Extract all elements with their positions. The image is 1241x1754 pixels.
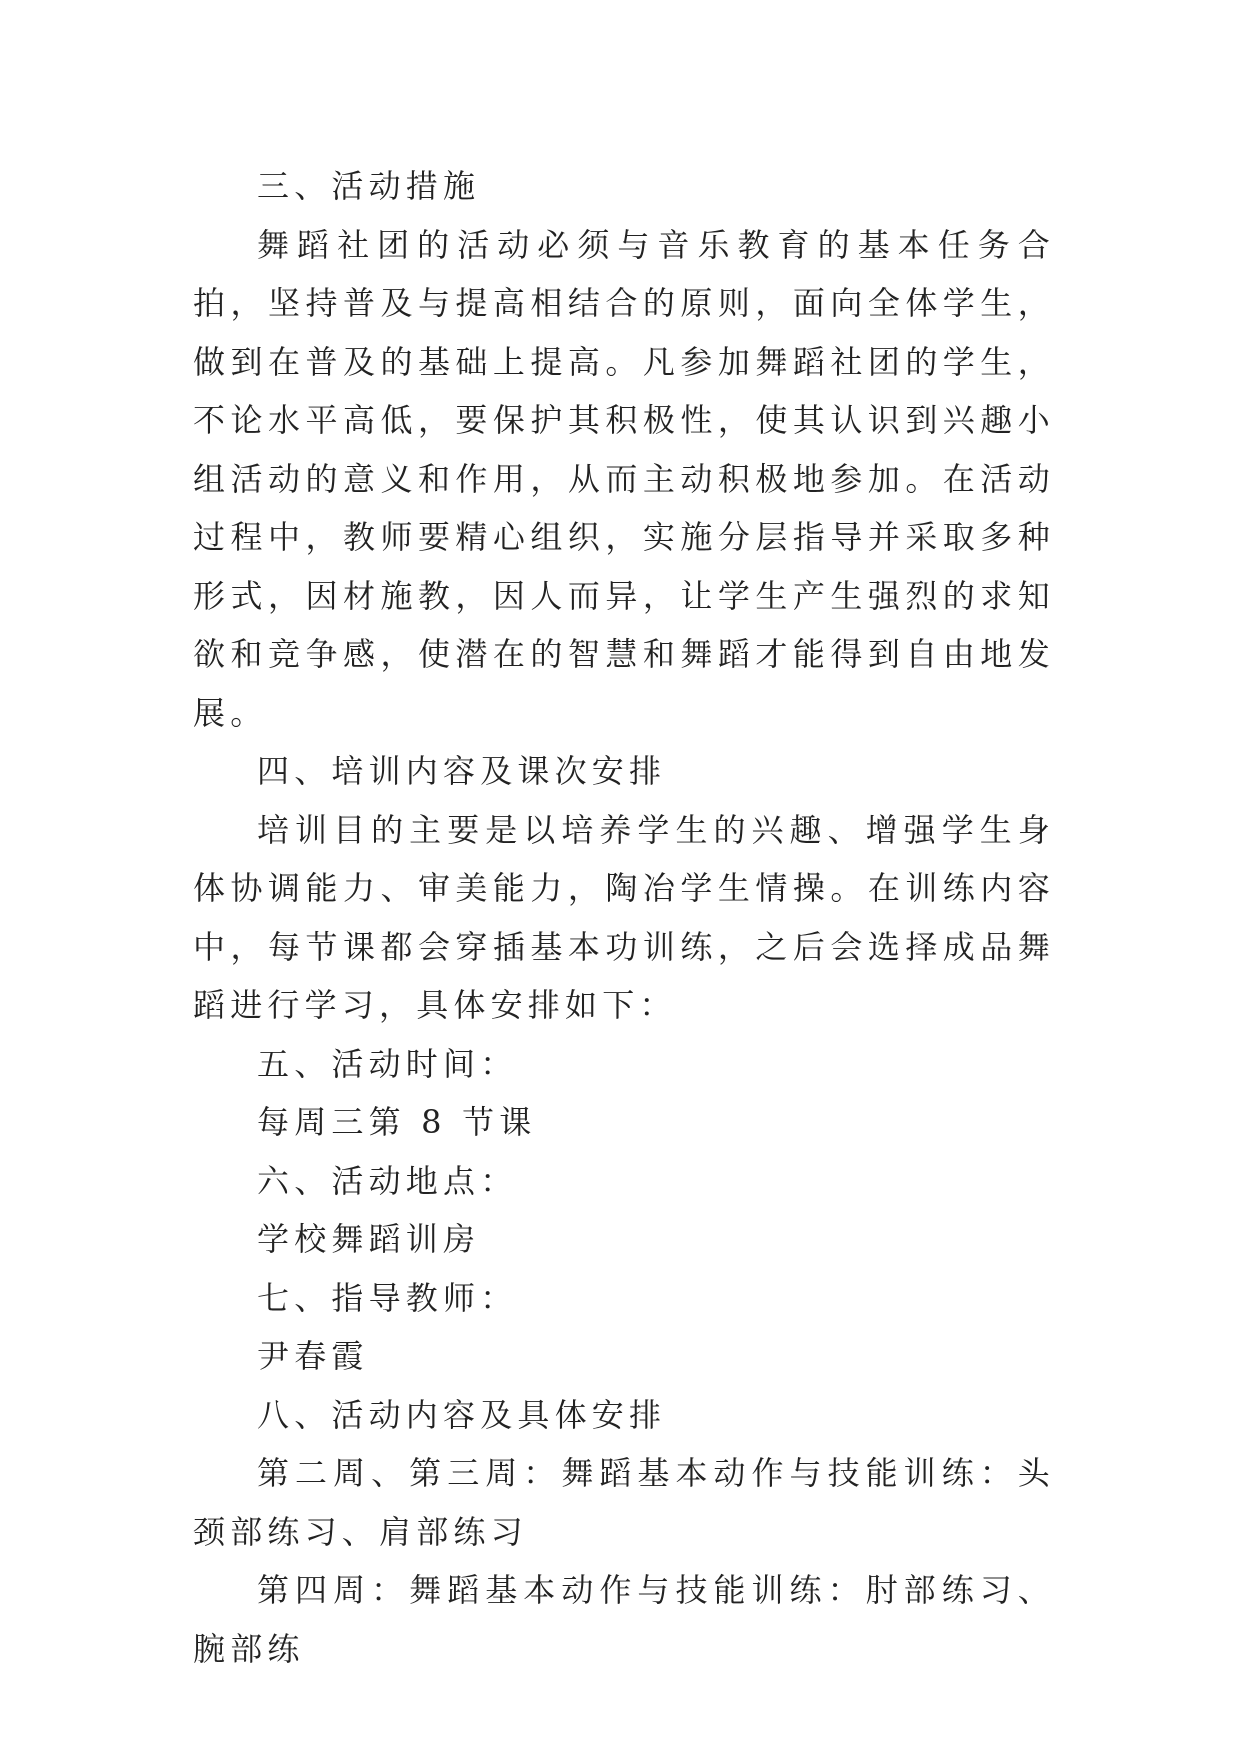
section-heading-training-content: 四、培训内容及课次安排: [257, 752, 667, 790]
activity-time-value: 每周三第 8 节课: [257, 1103, 537, 1141]
section-heading-activity-time: 五、活动时间：: [257, 1044, 518, 1083]
schedule-item-week-2-3: 第二周、第三周：舞蹈基本动作与技能训练：头颈部练习、肩部练习: [193, 1454, 1055, 1551]
section-heading-activity-location: 六、活动地点：: [257, 1161, 518, 1200]
section-heading-instructor: 七、指导教师：: [257, 1278, 518, 1317]
section-heading-activity-schedule: 八、活动内容及具体安排: [257, 1395, 667, 1434]
paragraph-training-content: 培训目的主要是以培养学生的兴趣、增强学生身体协调能力、审美能力，陶冶学生情操。在训练内容中，每节课都会穿插基本功训练，之后会选择成品舞蹈进行学习，具体安排如下：: [193, 810, 1055, 1024]
section-heading-activity-measures: 三、活动措施: [257, 167, 481, 205]
paragraph-activity-measures: 舞蹈社团的活动必须与音乐教育的基本任务合拍，坚持普及与提高相结合的原则，面向全体学生，做到在普及的基础上提高。凡参加舞蹈社团的学生，不论水平高低，要保护其积极性，使其认识到兴趣小组活动的意义和作用，从而主动积极地参加。在活动过程中，教师要精心组织，实施分层指导并采取多种形式，因材施教，因人而异，让学生产生强烈的求知欲和竞争感，使潜在的智慧和舞蹈才能得到自由地发展。: [193, 225, 1055, 732]
activity-location-value: 学校舞蹈训房: [257, 1220, 481, 1258]
instructor-name: 尹春霞: [257, 1337, 369, 1375]
schedule-item-week-4: 第四周：舞蹈基本动作与技能训练：肘部练习、腕部练: [193, 1571, 1055, 1668]
document-body: [193, 157, 1055, 1678]
